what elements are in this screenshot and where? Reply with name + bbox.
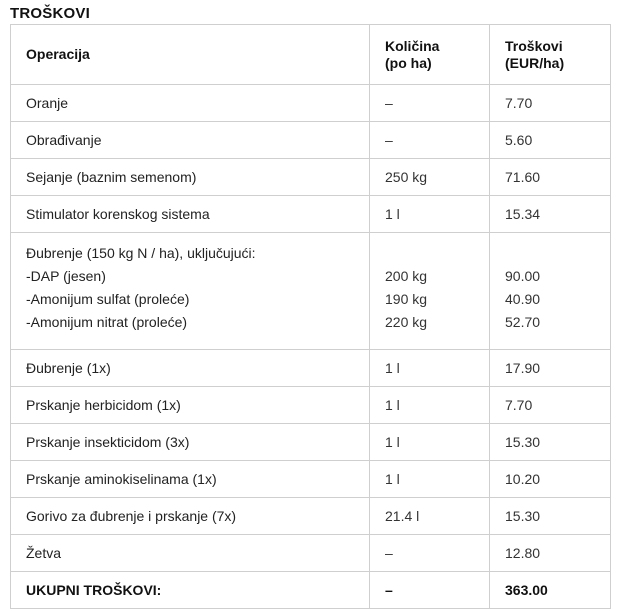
table-row-fertilizing — [11, 233, 611, 350]
table-row — [11, 424, 611, 461]
table-row — [11, 535, 611, 572]
cell-quantity: 1 l — [370, 196, 490, 233]
header-quantity-line2: (po ha) — [385, 54, 432, 71]
cell-quantity: 1 l — [370, 424, 490, 461]
cell-quantity — [370, 233, 490, 350]
header-cost-line1: Troškovi — [505, 37, 563, 54]
spacer — [505, 242, 610, 265]
total-row — [11, 572, 611, 609]
cell-operation: Prskanje herbicidom (1x) — [11, 387, 370, 424]
cell-cost: 17.90 — [490, 350, 611, 387]
cell-quantity: 21.4 l — [370, 498, 490, 535]
fertilizing-item-cost: 40.90 — [505, 291, 541, 307]
cell-cost: 7.70 — [490, 387, 611, 424]
cell-operation: Đubrenje (1x) — [11, 350, 370, 387]
fertilizing-title: Đubrenje (150 kg N / ha), uključujući: — [26, 245, 256, 261]
table-row — [11, 85, 611, 122]
table-header-row — [11, 25, 611, 85]
total-label: UKUPNI TROŠKOVI: — [11, 572, 370, 609]
cell-operation: Oranje — [11, 85, 370, 122]
fertilizing-item-cost: 52.70 — [505, 314, 541, 330]
header-quantity-line1: Količina — [385, 37, 440, 54]
cell-cost: 15.30 — [490, 424, 611, 461]
fertilizing-item-cost: 90.00 — [505, 268, 541, 284]
cell-operation: Stimulator korenskog sistema — [11, 196, 370, 233]
cell-cost: 10.20 — [490, 461, 611, 498]
cell-cost — [490, 233, 611, 350]
cell-cost: 15.34 — [490, 196, 611, 233]
cell-operation: Obrađivanje — [11, 122, 370, 159]
header-quantity — [370, 25, 490, 85]
cell-operation: Gorivo za đubrenje i prskanje (7x) — [11, 498, 370, 535]
cell-quantity: – — [370, 122, 490, 159]
cell-cost: 12.80 — [490, 535, 611, 572]
table-row — [11, 159, 611, 196]
cell-quantity: 1 l — [370, 387, 490, 424]
cell-quantity: 1 l — [370, 461, 490, 498]
header-operation: Operacija — [11, 25, 370, 85]
fertilizing-item-label: -Amonijum sulfat (proleće) — [26, 291, 190, 307]
table-row — [11, 196, 611, 233]
table-row — [11, 350, 611, 387]
header-cost-line2: (EUR/ha) — [505, 54, 565, 71]
header-cost — [490, 25, 611, 85]
cell-operation: Prskanje aminokiselinama (1x) — [11, 461, 370, 498]
cell-quantity: – — [370, 85, 490, 122]
fertilizing-item-label: -Amonijum nitrat (proleće) — [26, 314, 188, 330]
cell-cost: 7.70 — [490, 85, 611, 122]
table-row — [11, 122, 611, 159]
spacer — [385, 242, 489, 265]
cell-operation — [11, 233, 370, 350]
cell-cost: 5.60 — [490, 122, 611, 159]
page-title: TROŠKOVI — [10, 5, 90, 22]
cell-operation: Prskanje insekticidom (3x) — [11, 424, 370, 461]
cell-operation: Sejanje (baznim semenom) — [11, 159, 370, 196]
cell-operation: Žetva — [11, 535, 370, 572]
fertilizing-item-quantity: 220 kg — [385, 314, 428, 330]
cell-cost: 15.30 — [490, 498, 611, 535]
fertilizing-item-quantity: 190 kg — [385, 291, 428, 307]
table-row — [11, 387, 611, 424]
fertilizing-item-quantity: 200 kg — [385, 268, 428, 284]
cell-quantity: 1 l — [370, 350, 490, 387]
total-cost: 363.00 — [490, 572, 611, 609]
cell-quantity: – — [370, 535, 490, 572]
costs-table — [10, 24, 611, 609]
fertilizing-item-label: -DAP (jesen) — [26, 268, 106, 284]
cell-quantity: 250 kg — [370, 159, 490, 196]
table-row — [11, 461, 611, 498]
total-quantity: – — [370, 572, 490, 609]
cell-cost: 71.60 — [490, 159, 611, 196]
table-row — [11, 498, 611, 535]
